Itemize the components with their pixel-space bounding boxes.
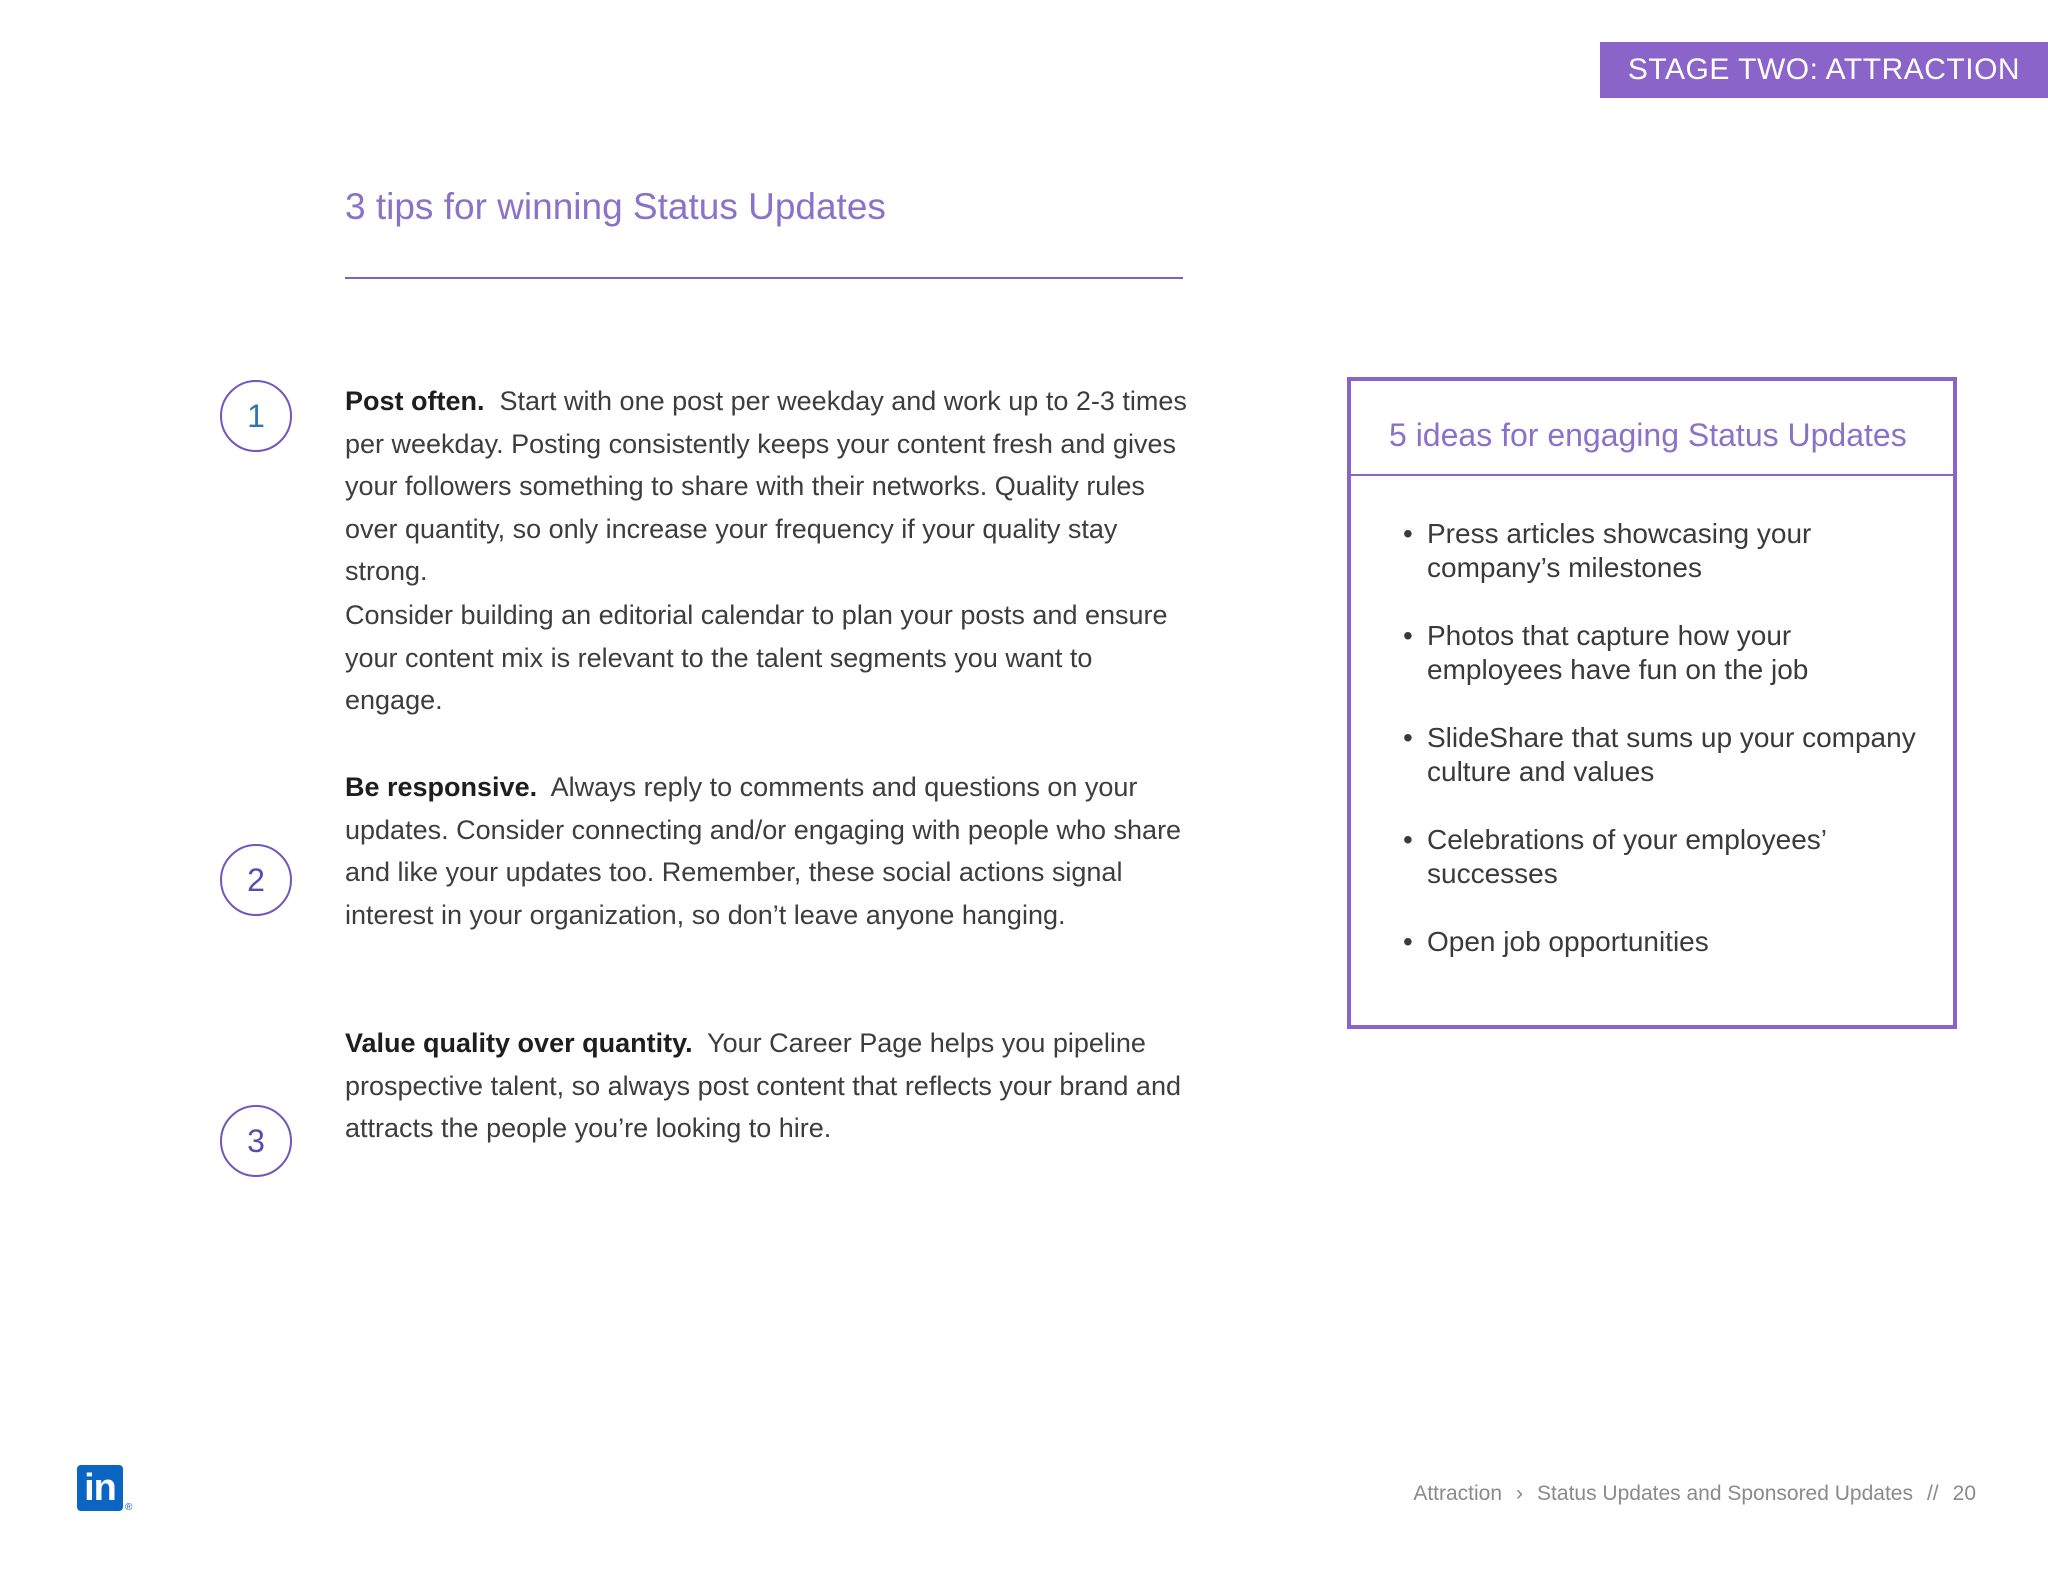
title-divider bbox=[345, 277, 1183, 279]
linkedin-icon bbox=[77, 1465, 123, 1511]
logo-text: in bbox=[84, 1466, 116, 1509]
idea-item-5: • Open job opportunities bbox=[1403, 925, 1923, 959]
page-title: 3 tips for winning Status Updates bbox=[345, 186, 886, 227]
stage-badge bbox=[1600, 42, 2048, 98]
footer-section: Attraction bbox=[1413, 1482, 1503, 1505]
idea-item-1: • Press articles showcasing your company’s milestones bbox=[1403, 517, 1923, 585]
tip-3-body: Your Career Page helps you pipeline prospective talent, so always post content that reflects your brand and attracts the people you’re looking to hire. bbox=[345, 1028, 1181, 1143]
tip-2-heading: Be responsive. bbox=[345, 772, 538, 802]
idea-item-4: • Celebrations of your employees’ successes bbox=[1403, 823, 1923, 891]
tip-number-3: 3 bbox=[220, 1105, 292, 1177]
page-number: 20 bbox=[1952, 1482, 1976, 1505]
ideas-title: 5 ideas for engaging Status Updates bbox=[1389, 417, 1907, 453]
tip-number-2: 2 bbox=[220, 844, 292, 916]
tip-1-body: Start with one post per weekday and work up to 2-3 times per weekday. Posting consistently keeps your content fresh and gives your followers something to share with their networks. Quality rules over quantity, so only increase your frequency if your quality stay strong. bbox=[345, 386, 1187, 586]
tip-number-1: 1 bbox=[220, 380, 292, 452]
registered-mark: ® bbox=[125, 1502, 133, 1513]
footer-divider: // bbox=[1926, 1482, 1939, 1505]
tip-3-heading: Value quality over quantity. bbox=[345, 1028, 693, 1058]
footer-subsection: Status Updates and Sponsored Updates bbox=[1537, 1482, 1913, 1505]
tip-1-heading: Post often. bbox=[345, 386, 485, 416]
footer-separator: › bbox=[1516, 1482, 1524, 1505]
tip-2-body: Always reply to comments and questions on your updates. Consider connecting and/or engaging with people who share and like your updates too. Remember, these social actions signal interest in your organization, so don’t leave anyone hanging. bbox=[345, 772, 1182, 930]
idea-item-3: • SlideShare that sums up your company culture and values bbox=[1403, 721, 1923, 789]
ideas-divider bbox=[1351, 474, 1953, 476]
tip-1-text bbox=[345, 380, 1190, 593]
tip-2-text bbox=[345, 766, 1190, 936]
footer-breadcrumb bbox=[1413, 1482, 1976, 1506]
ideas-box bbox=[1347, 377, 1957, 1029]
idea-item-2: • Photos that capture how your employees have fun on the job bbox=[1403, 619, 1923, 687]
ideas-list bbox=[1403, 517, 1923, 993]
tip-1-extra: Consider building an editorial calendar to plan your posts and ensure your content mix is relevant to the talent segments you want to engage. bbox=[345, 600, 1168, 715]
stage-badge-label: STAGE TWO: ATTRACTION bbox=[1627, 53, 2021, 86]
tip-3-text bbox=[345, 1022, 1190, 1150]
